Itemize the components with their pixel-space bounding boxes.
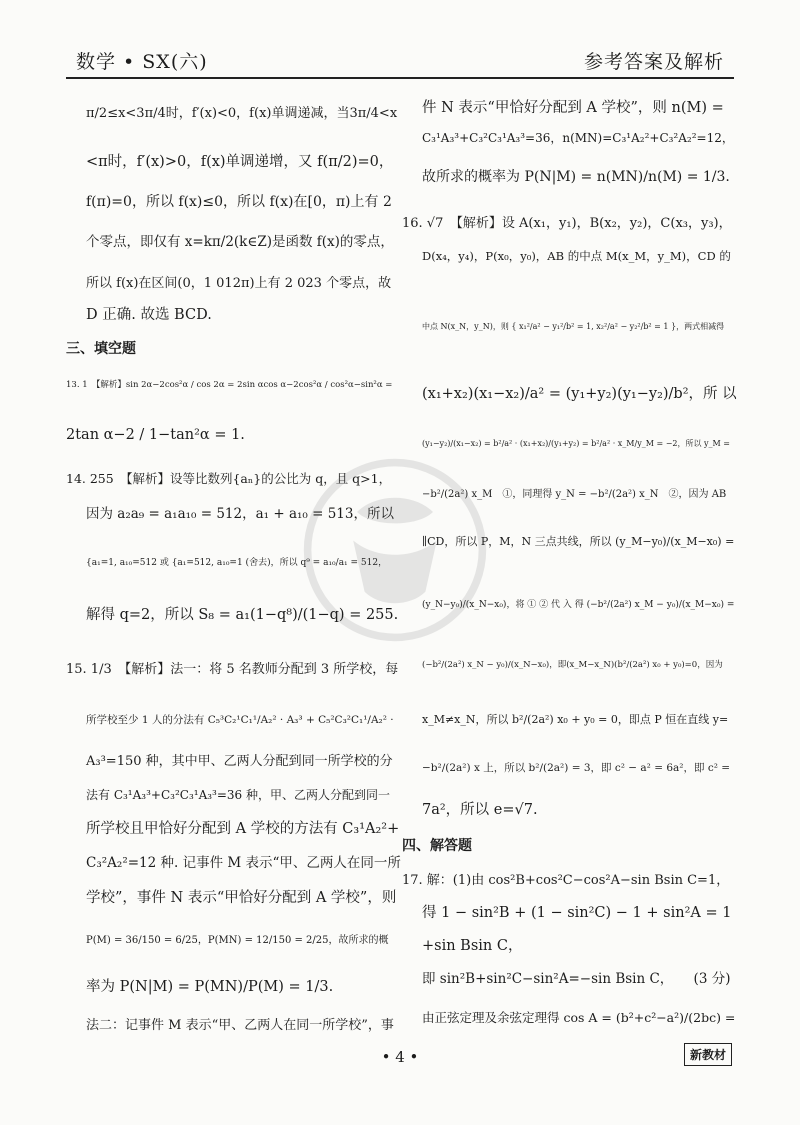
text-line: 15. 1/3 【解析】法一：将 5 名教师分配到 3 所学校，每 (66, 662, 399, 677)
page-number: • 4 • (381, 1048, 419, 1066)
text-line: 16. √7 【解析】设 A(x₁，y₁)，B(x₂，y₂)，C(x₃，y₃)， (402, 216, 732, 231)
page-header (0, 0, 800, 86)
text-line: 所学校至少 1 人的分法有 C₅³C₂¹C₁¹/A₂² · A₃³ + C₅²C₃²C₁¹/A₂² · (86, 714, 394, 726)
text-line: π/2≤x<3π/4时，f′(x)<0，f(x)单调递减，当3π/4<x (86, 106, 398, 121)
watermark-logo-icon (300, 455, 490, 645)
text-line: −b²/(2a²) x 上，所以 b²/(2a²) = 3，即 c² − a² = 6a²，即 c² = (422, 762, 731, 774)
edition-badge: 新教材 (684, 1043, 732, 1066)
text-line: 故所求的概率为 P(N|M) = n(MN)/n(M) = 1/3. (422, 169, 730, 185)
text-line: (y_N−y₀)/(x_N−x₀)，将 ① ② 代 入 得 (−b²/(2a²) x_M − y₀)/(x_M−x₀) = (422, 600, 735, 610)
text-line: D 正确. 故选 BCD. (86, 307, 212, 323)
text-line: −b²/(2a²) x_M ①，同理得 y_N = −b²/(2a²) x_N ②，因为 AB (422, 489, 727, 500)
text-line: P(M) = 36/150 = 6/25，P(MN) = 12/150 = 2/25，故所求的概 (86, 935, 389, 946)
text-line: x_M≠x_N，所以 b²/(2a²) x₀ + y₀ = 0，即点 P 恒在直线 y= (422, 713, 729, 726)
text-line: A₃³=150 种，其中甲、乙两人分配到同一所学校的分 (86, 754, 393, 769)
text-line: 13. 1 【解析】sin 2α−2cos²α / cos 2α = 2sin αcos α−2cos²α / cos²α−sin²α = (66, 380, 393, 390)
text-line: 件 N 表示“甲恰好分配到 A 学校”，则 n(M) = (422, 100, 724, 116)
text-line: (y₁−y₂)/(x₁−x₂) = b²/a² · (x₁+x₂)/(y₁+y₂) = b²/a² · x_M/y_M = −2，所以 y_M = (422, 439, 730, 448)
text-line: ∥CD，所以 P，M，N 三点共线，所以 (y_M−y₀)/(x_M−x₀) = (422, 535, 735, 548)
text-line: C₃¹A₃³+C₃²C₃¹A₃³=36，n(MN)=C₃¹A₂²+C₃²A₂²=12， (422, 131, 734, 145)
text-line: 中点 N(x_N，y_N)，则 { x₁²/a² − y₁²/b² = 1, x₂²/a² − y₂²/b² = 1 }，两式相减得 (422, 322, 725, 331)
text-line: 解得 q=2，所以 S₈ = a₁(1−q⁸)/(1−q) = 255. (86, 607, 399, 623)
text-line: 所以 f(x)在区间(0，1 012π)上有 2 023 个零点，故 (86, 276, 392, 291)
text-line: 学校”，事件 N 表示“甲恰好分配到 A 学校”，则 (86, 890, 397, 906)
header-section-title: 参考答案及解析 (583, 51, 724, 73)
text-line: 由正弦定理及余弦定理得 cos A = (b²+c²−a²)/(2bc) = (422, 1010, 736, 1025)
text-line: 2tan α−2 / 1−tan²α = 1. (66, 427, 245, 443)
text-line: 法有 C₃¹A₃³+C₃²C₃¹A₃³=36 种，甲、乙两人分配到同一 (86, 788, 390, 802)
text-line: 得 1 − sin²B + (1 − sin²C) − 1 + sin²A = 1 (422, 905, 732, 921)
text-line: C₃²A₂²=12 种. 记事件 M 表示“甲、乙两人在同一所 (86, 855, 401, 871)
text-line: 17. 解：(1)由 cos²B+cos²C−cos²A−sin Bsin C=1， (402, 873, 730, 888)
header-subject: 数学 • SX(六) (76, 51, 208, 73)
text-line: 法二：记事件 M 表示“甲、乙两人在同一所学校”，事 (86, 1018, 394, 1033)
text-line: 率为 P(N|M) = P(MN)/P(M) = 1/3. (86, 979, 334, 995)
text-line: <π时，f′(x)>0，f(x)单调递增，又 f(π/2)=0， (86, 154, 394, 170)
text-line: (x₁+x₂)(x₁−x₂)/a² = (y₁+y₂)(y₁−y₂)/b²，所 以 (422, 386, 737, 402)
text-line: 因为 a₂a₉ = a₁a₁₀ = 512，a₁ + a₁₀ = 513，所以 (86, 506, 394, 522)
text-line: 7a²，所以 e=√7. (422, 802, 538, 818)
text-line: 即 sin²B+sin²C−sin²A=−sin Bsin C， (3 分) (422, 971, 731, 987)
section-heading: 三、填空题 (66, 341, 136, 357)
text-line: 所学校且甲恰好分配到 A 学校的方法有 C₃¹A₂²+ (86, 821, 400, 837)
text-line: {a₁=1, a₁₀=512 或 {a₁=512, a₁₀=1 (舍去)，所以 q⁹ = a₁₀/a₁ = 512， (86, 558, 388, 568)
text-line: (−b²/(2a²) x_N − y₀)/(x_N−x₀)，即(x_M−x_N)(b²/(2a²) x₀ + y₀)=0，因为 (422, 660, 723, 670)
section-heading: 四、解答题 (402, 838, 472, 854)
text-line: +sin Bsin C， (422, 938, 523, 954)
text-line: 14. 255 【解析】设等比数列{aₙ}的公比为 q，且 q>1， (66, 471, 392, 486)
text-line: D(x₄，y₄)，P(x₀，y₀)，AB 的中点 M(x_M，y_M)，CD 的 (422, 249, 731, 263)
text-line: f(π)=0，所以 f(x)≤0，所以 f(x)在[0，π)上有 2 (86, 194, 392, 210)
text-line: 个零点，即仅有 x=kπ/2(k∈Z)是函数 f(x)的零点， (86, 234, 394, 250)
header-rule (66, 77, 734, 79)
